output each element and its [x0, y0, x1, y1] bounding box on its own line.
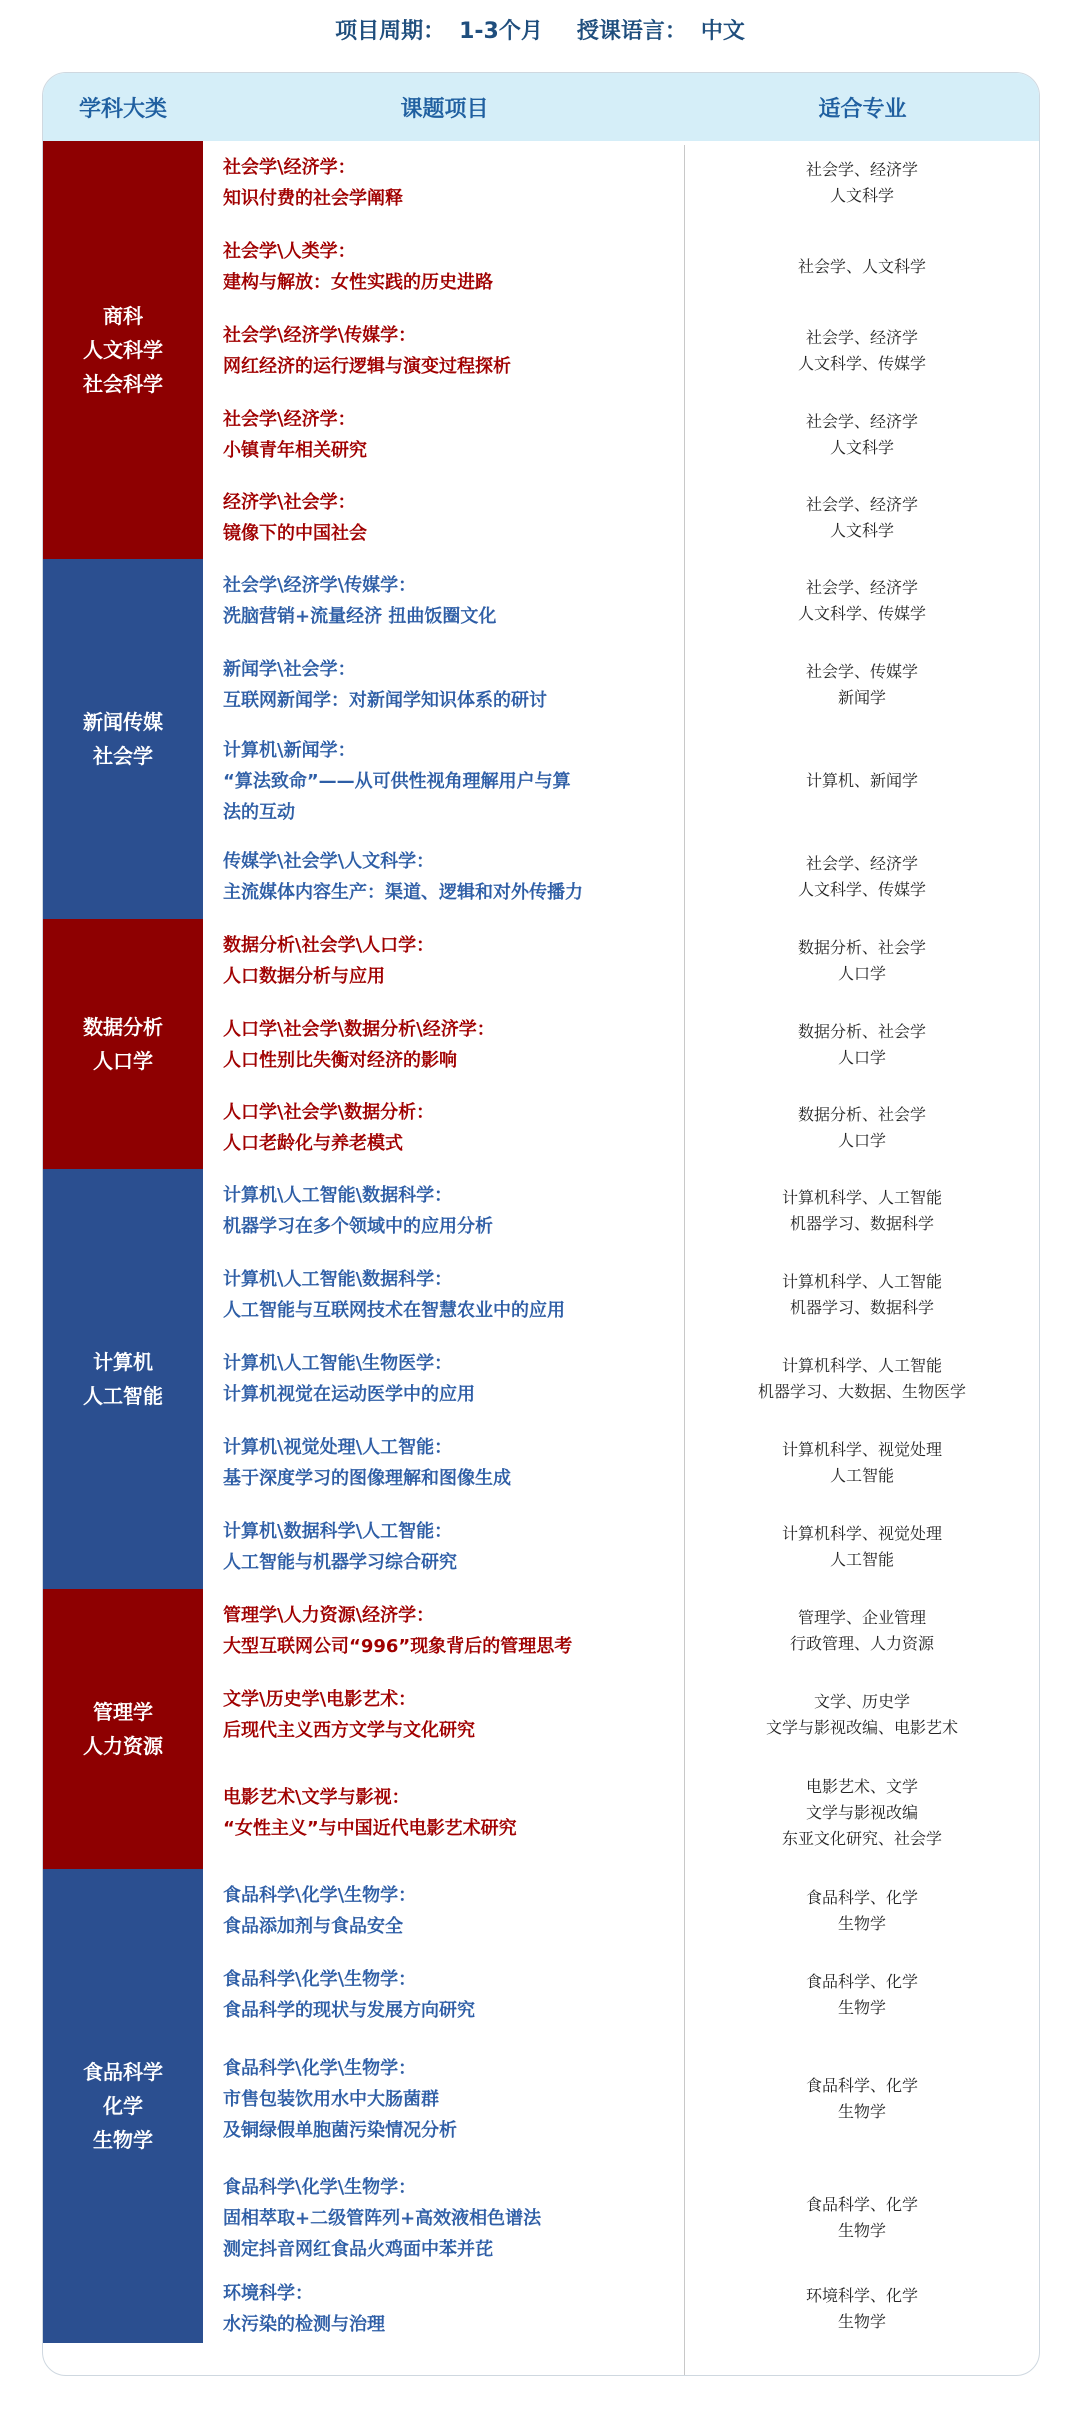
- category-label: 社会科学: [83, 372, 163, 396]
- major-line: 人文科学、传媒学: [797, 354, 926, 373]
- table-row: [203, 1673, 1039, 1757]
- category-cell: [43, 141, 203, 559]
- majors-cell: [685, 409, 1039, 461]
- topic-disciplines: 传媒学\社会学\人文科学：: [223, 851, 435, 872]
- category-label: 人工智能: [83, 1384, 163, 1408]
- topic-disciplines: 计算机\数据科学\人工智能：: [223, 1521, 453, 1542]
- majors-cell: [685, 935, 1039, 987]
- topic-cell: [223, 846, 663, 908]
- topic-disciplines: 社会学\人类学：: [223, 241, 356, 262]
- major-line: 食品科学、化学: [805, 2076, 918, 2095]
- major-line: 管理学、企业管理: [797, 1608, 926, 1627]
- major-line: 机器学习、数据科学: [789, 1298, 934, 1317]
- majors-cell: [685, 1185, 1039, 1237]
- language-label: 授课语言：: [576, 18, 687, 44]
- major-line: 人文科学: [829, 521, 894, 540]
- topic-cell: [223, 1432, 663, 1494]
- major-line: 数据分析、社会学: [797, 1022, 926, 1041]
- topic-title: 固相萃取+二级管阵列+高效液相色谱法: [223, 2208, 542, 2229]
- period-label: 项目周期：: [335, 18, 446, 44]
- major-line: 文学与影视改编、电影艺术: [765, 1718, 958, 1737]
- category-cell: [43, 559, 203, 919]
- topic-title: 人口性别比失衡对经济的影响: [223, 1050, 457, 1071]
- majors-cell: [685, 575, 1039, 627]
- major-line: 人文科学、传媒学: [797, 604, 926, 623]
- major-line: 机器学习、数据科学: [789, 1214, 934, 1233]
- project-period: [335, 14, 543, 45]
- topic-cell: [223, 1014, 663, 1076]
- major-line: 人文科学: [829, 186, 894, 205]
- major-line: 机器学习、大数据、生物医学: [757, 1382, 966, 1401]
- header-category: 学科大类: [78, 96, 167, 122]
- table-row: [203, 919, 1039, 1003]
- topic-title: 人口老龄化与养老模式: [223, 1133, 403, 1154]
- major-line: 计算机、新闻学: [805, 771, 918, 790]
- major-line: 生物学: [837, 2221, 886, 2240]
- table-row: [203, 835, 1039, 919]
- table-row: [203, 1421, 1039, 1505]
- majors-cell: [685, 1885, 1039, 1937]
- subject-section: [43, 1589, 1039, 1869]
- major-line: 食品科学、化学: [805, 1972, 918, 1991]
- table-row: [203, 643, 1039, 727]
- topic-title: 市售包装饮用水中大肠菌群: [223, 2089, 439, 2110]
- topic-cell: [223, 2278, 663, 2340]
- topic-disciplines: 食品科学\化学\生物学：: [223, 2058, 417, 2079]
- majors-cell: [685, 1605, 1039, 1657]
- header-topic: 课题项目: [400, 96, 489, 122]
- table-row: [203, 727, 1039, 835]
- table-row: [203, 1169, 1039, 1253]
- major-line: 人口学: [837, 1131, 886, 1150]
- major-line: 食品科学、化学: [805, 2195, 918, 2214]
- teaching-language: [577, 14, 745, 45]
- major-line: 社会学、经济学: [805, 495, 918, 514]
- topic-title: 洗脑营销+流量经济 扭曲饭圈文化: [223, 606, 497, 627]
- topic-cell: [223, 654, 663, 716]
- category-label: 商科: [103, 304, 143, 328]
- topic-disciplines: 电影艺术\文学与影视：: [223, 1787, 410, 1808]
- major-line: 社会学、经济学: [805, 578, 918, 597]
- major-line: 东亚文化研究、社会学: [781, 1829, 942, 1848]
- major-line: 行政管理、人力资源: [789, 1634, 934, 1653]
- category-label: 人力资源: [83, 1734, 163, 1758]
- major-line: 人口学: [837, 1048, 886, 1067]
- majors-cell: [685, 1774, 1039, 1852]
- major-line: 生物学: [837, 1998, 886, 2017]
- major-line: 计算机科学、人工智能: [781, 1188, 942, 1207]
- topic-title: 及铜绿假单胞菌污染情况分析: [223, 2120, 457, 2141]
- topic-title: 水污染的检测与治理: [223, 2314, 385, 2335]
- topic-disciplines: 社会学\经济学\传媒学：: [223, 575, 417, 596]
- topic-title: 后现代主义西方文学与文化研究: [223, 1720, 475, 1741]
- majors-cell: [685, 2283, 1039, 2335]
- topic-title: 人口数据分析与应用: [223, 966, 385, 987]
- category-label: 生物学: [93, 2128, 153, 2152]
- table-row: [203, 1087, 1039, 1169]
- major-line: 人文科学: [829, 438, 894, 457]
- topic-disciplines: 人口学\社会学\数据分析：: [223, 1102, 435, 1123]
- table-row: [203, 1337, 1039, 1421]
- majors-cell: [685, 1019, 1039, 1071]
- table-row: [203, 309, 1039, 393]
- major-line: 新闻学: [837, 688, 886, 707]
- major-line: 生物学: [837, 2312, 886, 2331]
- table-row: [203, 1003, 1039, 1087]
- topic-disciplines: 新闻学\社会学：: [223, 659, 356, 680]
- major-line: 环境科学、化学: [805, 2286, 918, 2305]
- table-row: [203, 2161, 1039, 2275]
- category-cell: [43, 1869, 203, 2343]
- majors-cell: [685, 2192, 1039, 2244]
- major-line: 社会学、传媒学: [805, 662, 918, 681]
- topic-title: 知识付费的社会学阐释: [223, 188, 403, 209]
- table-row: [203, 1589, 1039, 1673]
- topic-disciplines: 计算机\视觉处理\人工智能：: [223, 1437, 453, 1458]
- topic-cell: [223, 1097, 663, 1159]
- category-label: 化学: [103, 2094, 143, 2118]
- majors-cell: [685, 768, 1039, 794]
- major-line: 人工智能: [829, 1550, 894, 1569]
- major-line: 生物学: [837, 2102, 886, 2121]
- topic-cell: [223, 1880, 663, 1942]
- topic-cell: [223, 1348, 663, 1410]
- topic-cell: [223, 735, 663, 828]
- topic-cell: [223, 1516, 663, 1578]
- topic-disciplines: 社会学\经济学：: [223, 157, 356, 178]
- major-line: 社会学、经济学: [805, 328, 918, 347]
- topic-disciplines: 数据分析\社会学\人口学：: [223, 935, 435, 956]
- topic-cell: [223, 404, 663, 466]
- topic-title: 大型互联网公司“996”现象背后的管理思考: [223, 1636, 573, 1657]
- topic-cell: [223, 2053, 663, 2146]
- topic-title: 测定抖音网红食品火鸡面中苯并芘: [223, 2239, 493, 2260]
- category-cell: [43, 919, 203, 1169]
- topic-title: 小镇青年相关研究: [223, 440, 367, 461]
- table-row: [203, 477, 1039, 559]
- majors-cell: [685, 851, 1039, 903]
- major-line: 人工智能: [829, 1466, 894, 1485]
- major-line: 文学与影视改编: [805, 1803, 918, 1822]
- major-line: 社会学、经济学: [805, 160, 918, 179]
- topic-cell: [223, 236, 663, 298]
- major-line: 数据分析、社会学: [797, 1105, 926, 1124]
- topic-cell: [223, 487, 663, 549]
- major-line: 数据分析、社会学: [797, 938, 926, 957]
- subject-section: [43, 559, 1039, 919]
- table-row: [203, 559, 1039, 643]
- topic-disciplines: 文学\历史学\电影艺术：: [223, 1689, 417, 1710]
- category-cell: [43, 1589, 203, 1869]
- major-line: 电影艺术、文学: [805, 1777, 918, 1796]
- topic-cell: [223, 570, 663, 632]
- table-row: [203, 1757, 1039, 1869]
- table-row: [203, 393, 1039, 477]
- topic-cell: [223, 1964, 663, 2026]
- topic-disciplines: 经济学\社会学：: [223, 492, 356, 513]
- major-line: 食品科学、化学: [805, 1888, 918, 1907]
- topic-title: 计算机视觉在运动医学中的应用: [223, 1384, 475, 1405]
- category-label: 管理学: [93, 1700, 153, 1724]
- table-row: [203, 1253, 1039, 1337]
- topic-disciplines: 食品科学\化学\生物学：: [223, 1885, 417, 1906]
- topic-cell: [223, 1782, 663, 1844]
- majors-cell: [685, 325, 1039, 377]
- category-label: 新闻传媒: [83, 710, 163, 734]
- major-line: 计算机科学、人工智能: [781, 1356, 942, 1375]
- subject-section: [43, 1169, 1039, 1589]
- topic-title: 网红经济的运行逻辑与演变过程探析: [223, 356, 511, 377]
- topic-title: 主流媒体内容生产：渠道、逻辑和对外传播力: [223, 882, 583, 903]
- major-line: 文学、历史学: [813, 1692, 910, 1711]
- topic-disciplines: 食品科学\化学\生物学：: [223, 2177, 417, 2198]
- topic-title: 镜像下的中国社会: [223, 523, 367, 544]
- majors-cell: [685, 1269, 1039, 1321]
- majors-cell: [685, 659, 1039, 711]
- topic-cell: [223, 1180, 663, 1242]
- table-row: [203, 141, 1039, 225]
- topic-title: 法的互动: [223, 802, 295, 823]
- subject-section: [43, 919, 1039, 1169]
- header-majors: 适合专业: [818, 96, 907, 122]
- topic-cell: [223, 320, 663, 382]
- category-label: 社会学: [93, 744, 153, 768]
- major-line: 计算机科学、视觉处理: [781, 1440, 942, 1459]
- topic-cell: [223, 152, 663, 214]
- major-line: 人文科学、传媒学: [797, 880, 926, 899]
- topic-title: “女性主义”与中国近代电影艺术研究: [223, 1818, 517, 1839]
- table-row: [203, 1869, 1039, 1953]
- topic-cell: [223, 1600, 663, 1662]
- topic-disciplines: 社会学\经济学\传媒学：: [223, 325, 417, 346]
- topic-cell: [223, 1264, 663, 1326]
- table-row: [203, 225, 1039, 309]
- table-header: [43, 73, 1039, 141]
- topic-title: “算法致命”——从可供性视角理解用户与算: [223, 771, 571, 792]
- category-label: 计算机: [93, 1350, 153, 1374]
- table-row: [203, 1505, 1039, 1589]
- category-label: 数据分析: [83, 1015, 163, 1039]
- major-line: 社会学、人文科学: [797, 257, 926, 276]
- majors-cell: [685, 1689, 1039, 1741]
- category-label: 人口学: [93, 1049, 153, 1073]
- table-row: [203, 1953, 1039, 2037]
- topic-disciplines: 管理学\人力资源\经济学：: [223, 1605, 435, 1626]
- topic-cell: [223, 930, 663, 992]
- majors-cell: [685, 1437, 1039, 1489]
- major-line: 社会学、经济学: [805, 854, 918, 873]
- major-line: 社会学、经济学: [805, 412, 918, 431]
- topic-title: 食品科学的现状与发展方向研究: [223, 2000, 475, 2021]
- table-row: [203, 2275, 1039, 2343]
- topic-disciplines: 计算机\人工智能\数据科学：: [223, 1185, 453, 1206]
- major-line: 人口学: [837, 964, 886, 983]
- major-line: 生物学: [837, 1914, 886, 1933]
- topic-title: 建构与解放：女性实践的历史进路: [223, 272, 493, 293]
- majors-cell: [685, 1521, 1039, 1573]
- majors-cell: [685, 2073, 1039, 2125]
- table-row: [203, 2037, 1039, 2161]
- majors-cell: [685, 1353, 1039, 1405]
- topic-cell: [223, 2172, 663, 2265]
- language-value: 中文: [700, 18, 745, 44]
- topic-title: 人工智能与机器学习综合研究: [223, 1552, 457, 1573]
- category-cell: [43, 1169, 203, 1589]
- majors-cell: [685, 254, 1039, 280]
- major-line: 计算机科学、视觉处理: [781, 1524, 942, 1543]
- topic-title: 人工智能与互联网技术在智慧农业中的应用: [223, 1300, 565, 1321]
- category-label: 食品科学: [83, 2060, 163, 2084]
- topic-disciplines: 环境科学：: [223, 2283, 313, 2304]
- topic-disciplines: 计算机\新闻学：: [223, 740, 356, 761]
- topic-title: 机器学习在多个领域中的应用分析: [223, 1216, 493, 1237]
- topic-title: 互联网新闻学：对新闻学知识体系的研讨: [223, 690, 547, 711]
- topic-disciplines: 食品科学\化学\生物学：: [223, 1969, 417, 1990]
- course-table: [42, 72, 1040, 2376]
- majors-cell: [685, 1102, 1039, 1154]
- subject-section: [43, 1869, 1039, 2343]
- period-value: 1-3个月: [459, 18, 543, 44]
- subject-section: [43, 141, 1039, 559]
- topic-disciplines: 计算机\人工智能\生物医学：: [223, 1353, 453, 1374]
- topic-disciplines: 人口学\社会学\数据分析\经济学：: [223, 1019, 495, 1040]
- majors-cell: [685, 157, 1039, 209]
- major-line: 计算机科学、人工智能: [781, 1272, 942, 1291]
- category-label: 人文科学: [83, 338, 163, 362]
- topic-disciplines: 社会学\经济学：: [223, 409, 356, 430]
- topic-cell: [223, 1684, 663, 1746]
- topic-title: 基于深度学习的图像理解和图像生成: [223, 1468, 511, 1489]
- majors-cell: [685, 492, 1039, 544]
- project-meta: [0, 10, 1080, 48]
- topic-title: 食品添加剂与食品安全: [223, 1916, 403, 1937]
- majors-cell: [685, 1969, 1039, 2021]
- topic-disciplines: 计算机\人工智能\数据科学：: [223, 1269, 453, 1290]
